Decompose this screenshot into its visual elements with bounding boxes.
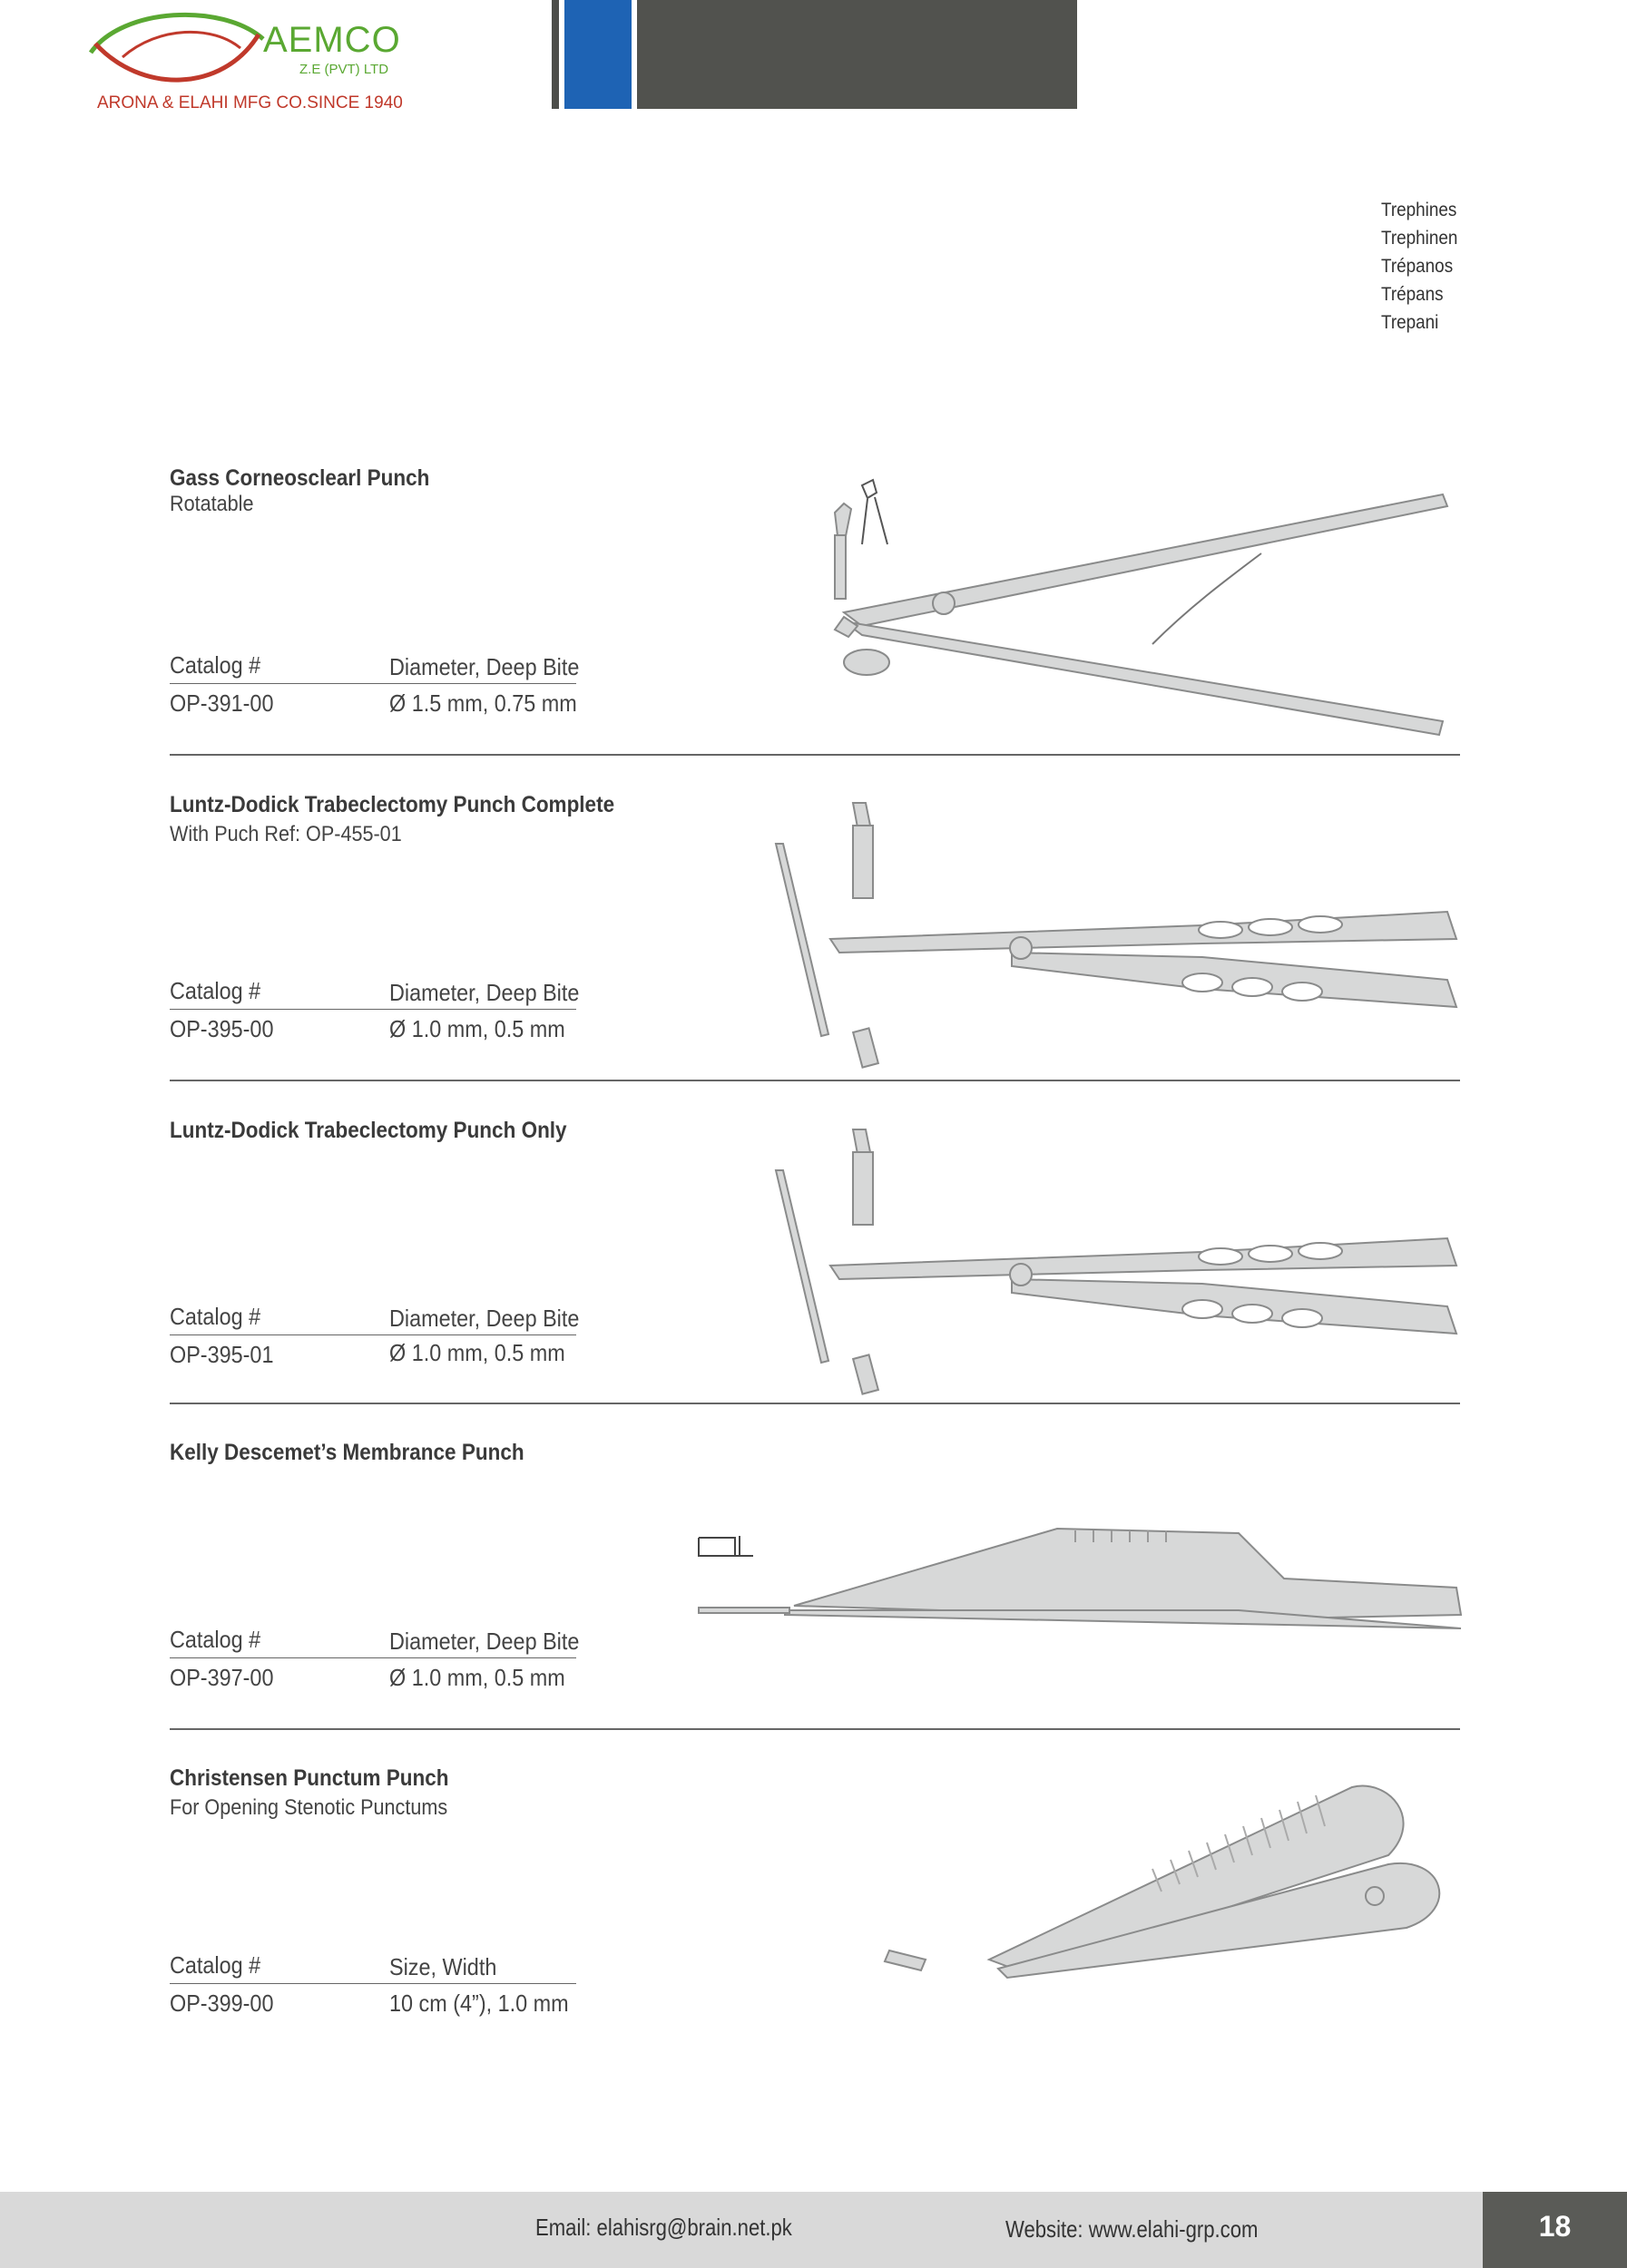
category-names bbox=[1381, 196, 1466, 337]
spec-value: Ø 1.0 mm, 0.5 mm bbox=[389, 1015, 565, 1042]
christensen-punch-image bbox=[880, 1783, 1470, 2005]
table-rule bbox=[170, 683, 576, 684]
category-name: Trephinen bbox=[1381, 228, 1458, 249]
section-divider bbox=[170, 1728, 1460, 1730]
table-rule bbox=[170, 1657, 576, 1658]
catalog-label: Catalog # bbox=[170, 1626, 261, 1653]
spec-value: Ø 1.0 mm, 0.5 mm bbox=[389, 1339, 565, 1366]
catalog-number: OP-395-00 bbox=[170, 1015, 274, 1042]
catalog-label: Catalog # bbox=[170, 1951, 261, 1979]
company-logo bbox=[86, 7, 268, 89]
spec-value: Ø 1.0 mm, 0.5 mm bbox=[389, 1664, 565, 1691]
luntz-dodick-punch-only-image bbox=[767, 1129, 1465, 1402]
product-title: Luntz-Dodick Trabeclectomy Punch Only bbox=[170, 1118, 567, 1143]
product-title: Christensen Punctum Punch bbox=[170, 1765, 449, 1791]
table-rule bbox=[170, 1334, 576, 1335]
product-title: Luntz-Dodick Trabeclectomy Punch Complete bbox=[170, 792, 615, 817]
header-bar-dark bbox=[552, 0, 559, 109]
spec-label: Diameter, Deep Bite bbox=[389, 979, 580, 1006]
catalog-number: OP-391-00 bbox=[170, 689, 274, 717]
luntz-dodick-complete-image bbox=[767, 803, 1465, 1075]
category-name: Trépanos bbox=[1381, 256, 1454, 277]
product-subtitle: Rotatable bbox=[170, 492, 254, 516]
product-title: Gass Corneosclearl Punch bbox=[170, 465, 430, 491]
footer-bar bbox=[0, 2192, 1627, 2268]
category-name: Trépans bbox=[1381, 284, 1444, 305]
product-subtitle: For Opening Stenotic Punctums bbox=[170, 1795, 448, 1820]
catalog-number: OP-399-00 bbox=[170, 1989, 274, 2017]
catalog-label: Catalog # bbox=[170, 1303, 261, 1330]
kelly-punch-image bbox=[694, 1520, 1465, 1637]
spec-label: Diameter, Deep Bite bbox=[389, 1628, 580, 1655]
spec-value: 10 cm (4”), 1.0 mm bbox=[389, 1989, 569, 2017]
spec-label: Size, Width bbox=[389, 1953, 497, 1980]
product-title: Kelly Descemet’s Membrance Punch bbox=[170, 1440, 524, 1465]
spec-value: Ø 1.5 mm, 0.75 mm bbox=[389, 689, 577, 717]
page-number: 18 bbox=[1538, 2210, 1572, 2243]
header-bar-grey bbox=[637, 0, 1077, 109]
section-divider bbox=[170, 754, 1460, 756]
catalog-number: OP-397-00 bbox=[170, 1664, 274, 1691]
catalog-label: Catalog # bbox=[170, 651, 261, 679]
section-divider bbox=[170, 1080, 1460, 1081]
logo-name: AEMCO bbox=[263, 20, 401, 60]
table-rule bbox=[170, 1009, 576, 1010]
catalog-label: Catalog # bbox=[170, 977, 261, 1004]
category-name: Trepani bbox=[1381, 312, 1439, 333]
gass-punch-image bbox=[808, 472, 1461, 735]
footer-email[interactable]: Email: elahisrg@brain.net.pk bbox=[535, 2214, 792, 2241]
footer-website[interactable]: Website: www.elahi-grp.com bbox=[1005, 2215, 1259, 2243]
catalog-number: OP-395-01 bbox=[170, 1341, 274, 1368]
header-bar-blue bbox=[564, 0, 632, 109]
table-rule bbox=[170, 1983, 576, 1984]
section-divider bbox=[170, 1403, 1460, 1404]
category-name: Trephines bbox=[1381, 200, 1457, 220]
spec-label: Diameter, Deep Bite bbox=[389, 653, 580, 680]
logo-tagline: ARONA & ELAHI MFG CO.SINCE 1940 bbox=[97, 93, 403, 112]
logo-subtitle: Z.E (PVT) LTD bbox=[299, 62, 389, 77]
spec-label: Diameter, Deep Bite bbox=[389, 1305, 580, 1332]
product-subtitle: With Puch Ref: OP-455-01 bbox=[170, 822, 402, 846]
